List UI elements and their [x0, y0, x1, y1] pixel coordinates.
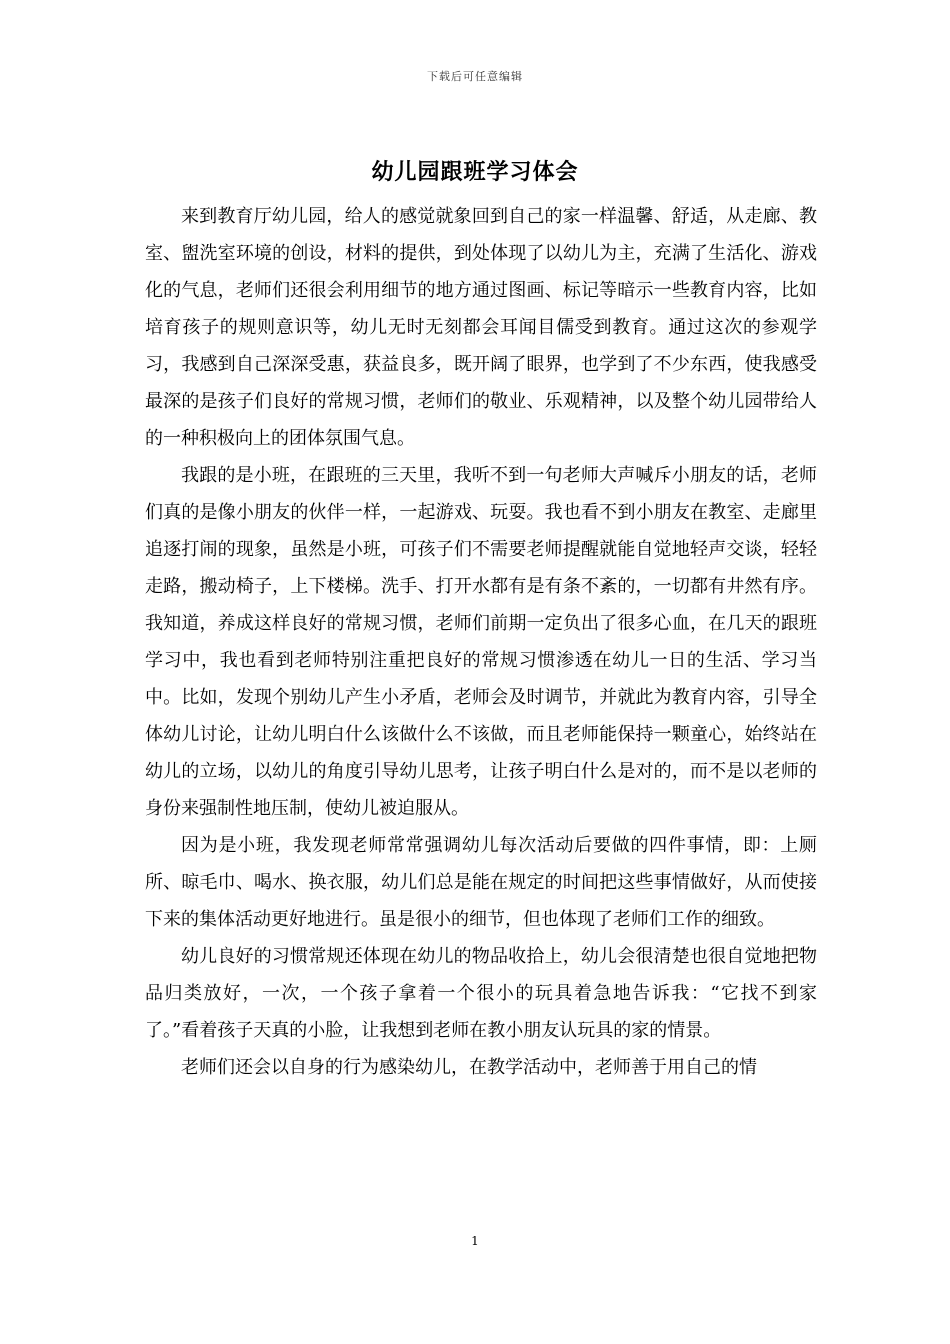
paragraph-2: 我跟的是小班，在跟班的三天里，我听不到一句老师大声喊斥小朋友的话，老师们真的是像小朋友的伙伴一样，一起游戏、玩耍。我也看不到小朋友在教室、走廊里追逐打闹的现象，虽然是小班，可孩子们不需要老师提醒就能自觉地轻声交谈，轻轻走路，搬动椅子，上下楼梯。洗手、打开水都有是有条不紊的，一切都有井然有序。我知道，养成这样良好的常规习惯，老师们前期一定负出了很多心血，在几天的跟班学习中，我也看到老师特别注重把良好的常规习惯渗透在幼儿一日的生活、学习当中。比如，发现个别幼儿产生小矛盾，老师会及时调节，并就此为教育内容，引导全体幼儿讨论，让幼儿明白什么该做什么不该做，而且老师能保持一颗童心，始终站在幼儿的立场，以幼儿的角度引导幼儿思考，让孩子明白什么是对的，而不是以老师的身份来强制性地压制，使幼儿被迫服从。 — [145, 465, 817, 819]
document-body — [145, 198, 817, 1086]
paragraph-5: 老师们还会以自身的行为感染幼儿，在教学活动中，老师善于用自己的情 — [181, 1057, 757, 1078]
paragraph-3: 因为是小班，我发现老师常常强调幼儿每次活动后要做的四件事情，即：上厕所、晾毛巾、喝水、换衣服，幼儿们总是能在规定的时间把这些事情做好，从而使接下来的集体活动更好地进行。虽是很小的细节，但也体现了老师们工作的细致。 — [145, 835, 817, 930]
header-note: 下载后可任意编辑 — [427, 70, 523, 83]
paragraph-4: 幼儿良好的习惯常规还体现在幼儿的物品收拾上，幼儿会很清楚也很自觉地把物品归类放好，一次，一个孩子拿着一个很小的玩具着急地告诉我：“它找不到家了。”看着孩子天真的小脸，让我想到老师在教小朋友认玩具的家的情景。 — [145, 946, 817, 1041]
paragraph-1: 来到教育厅幼儿园，给人的感觉就象回到自己的家一样温馨、舒适，从走廊、教室、盥洗室环境的创设，材料的提供，到处体现了以幼儿为主，充满了生活化、游戏化的气息，老师们还很会利用细节的地方通过图画、标记等暗示一些教育内容，比如培育孩子的规则意识等，幼儿无时无刻都会耳闻目儒受到教育。通过这次的参观学习，我感到自己深深受惠，获益良多，既开阔了眼界，也学到了不少东西，使我感受最深的是孩子们良好的常规习惯，老师们的敬业、乐观精神，以及整个幼儿园带给人的一种积极向上的团体氛围气息。 — [145, 206, 817, 449]
page-number: 1 — [471, 1234, 479, 1248]
document-title: 幼儿园跟班学习体会 — [371, 159, 579, 185]
